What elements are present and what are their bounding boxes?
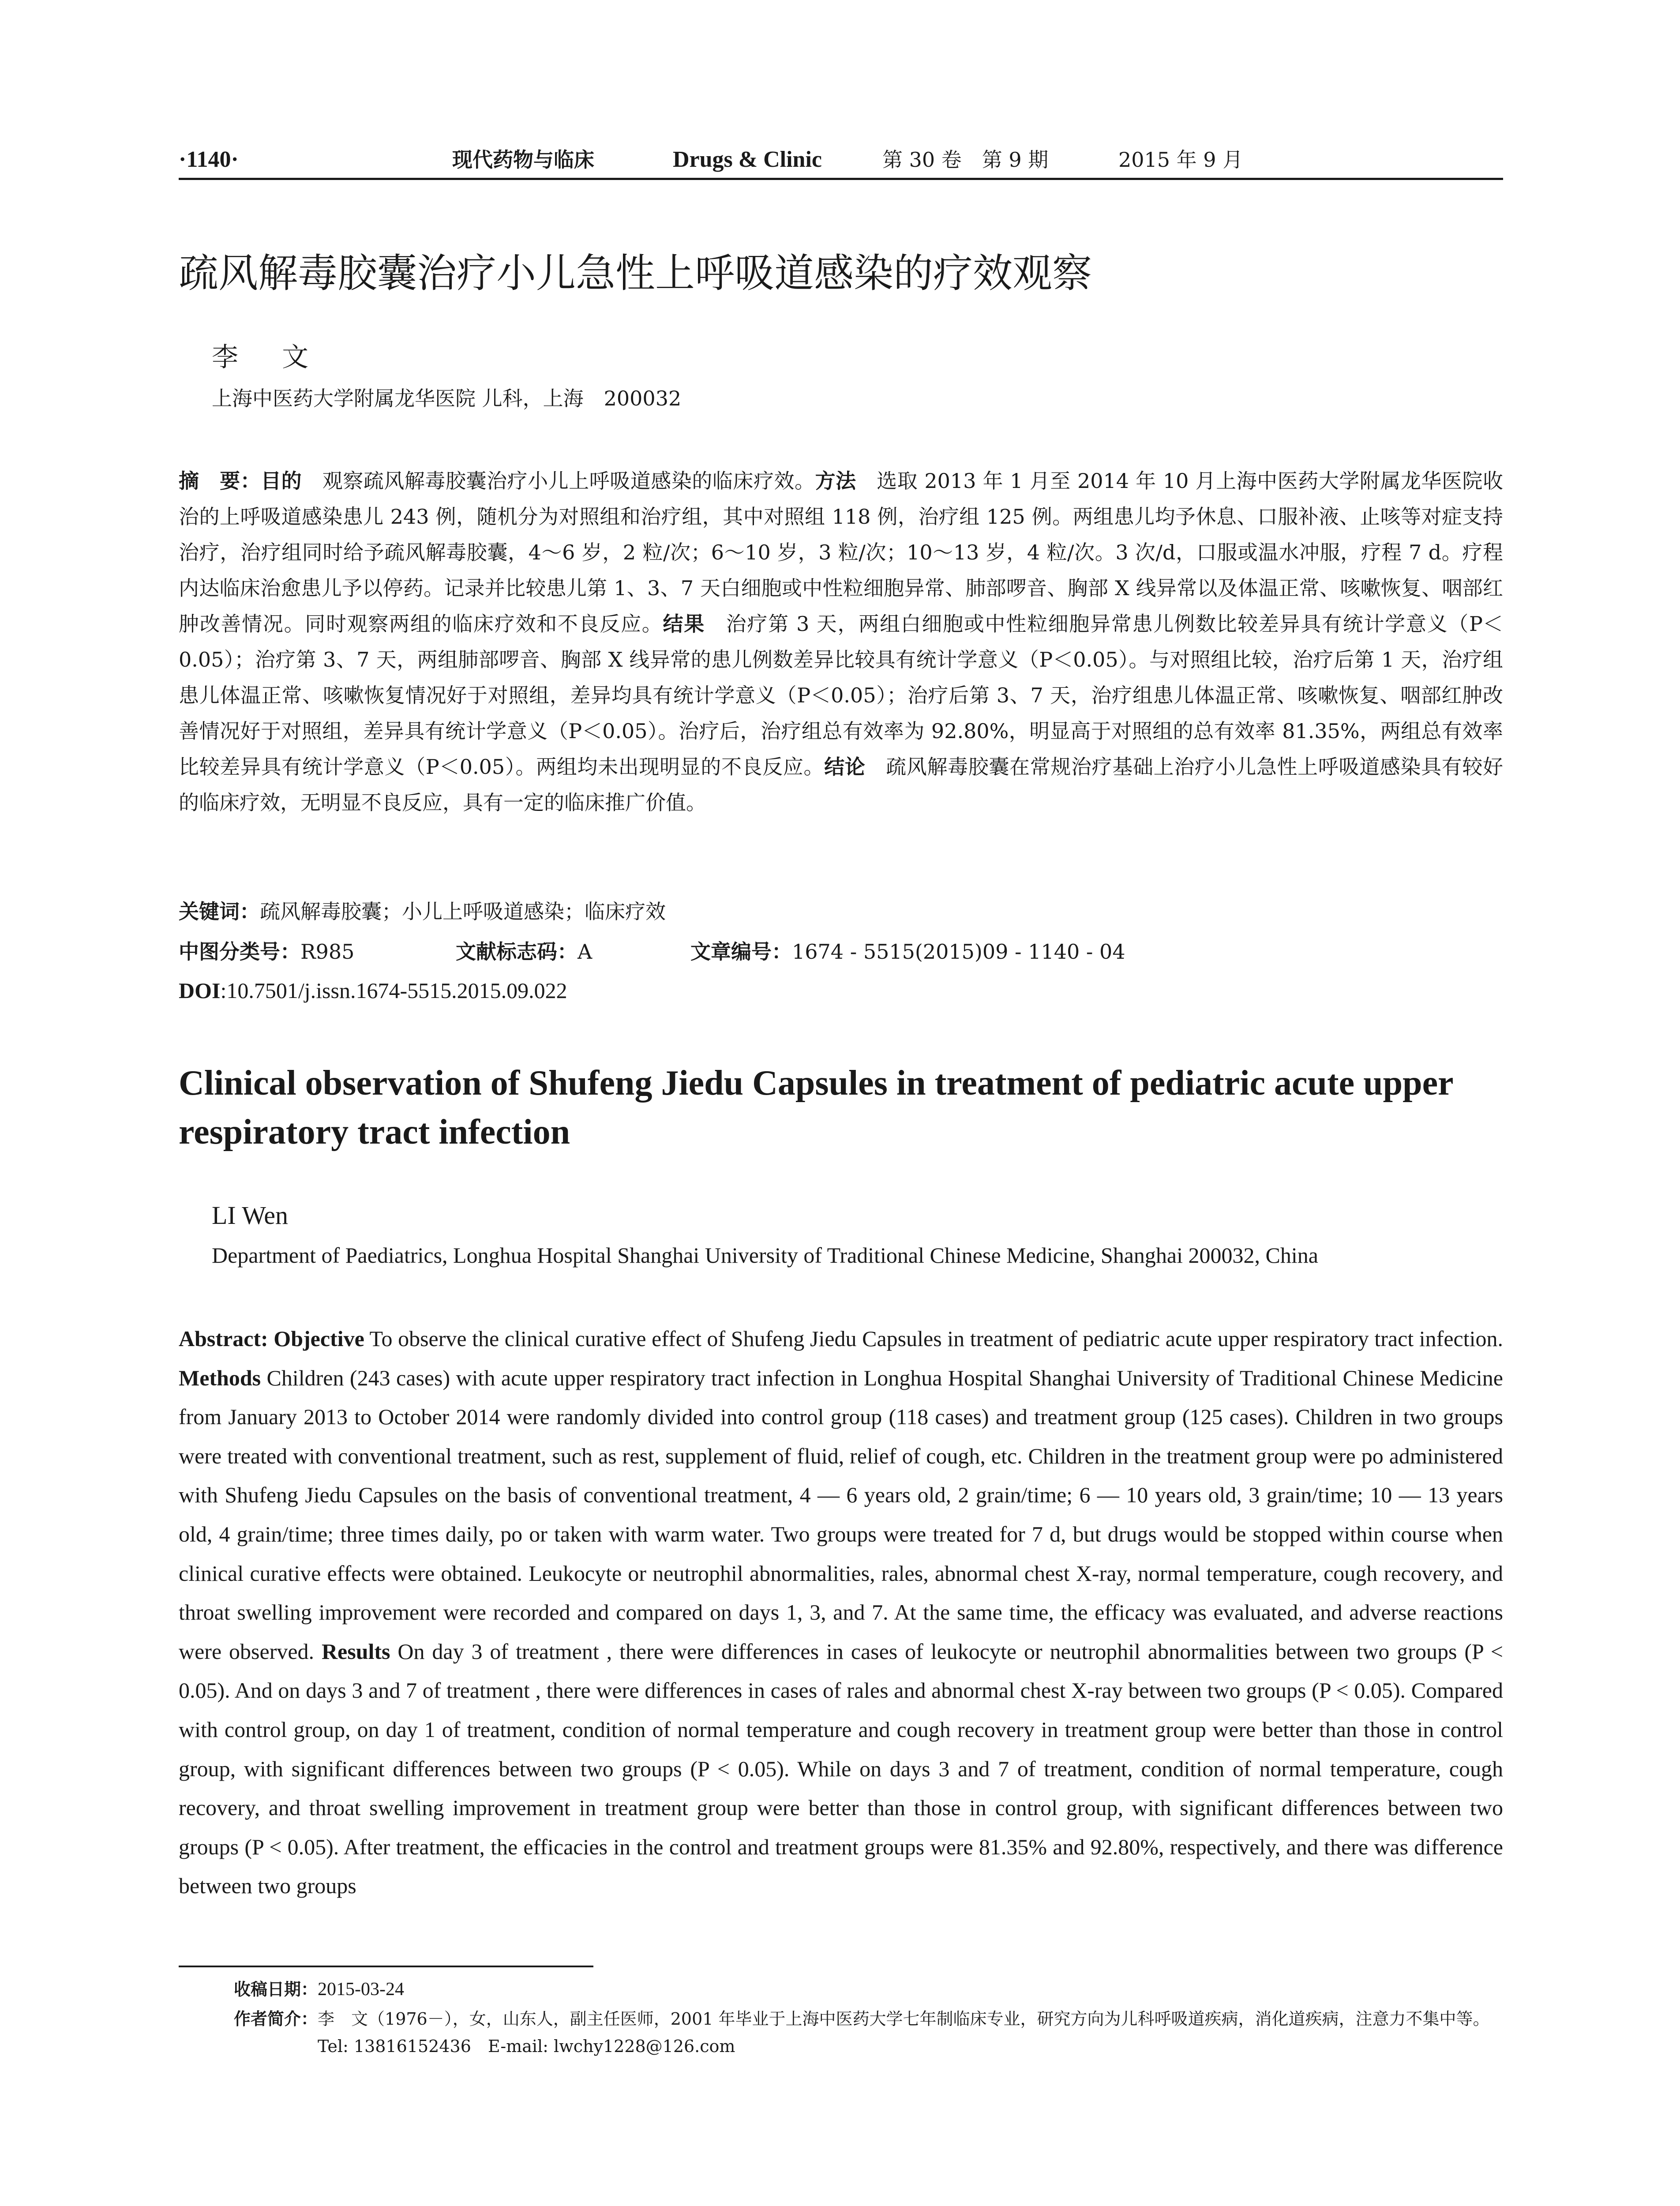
objective-text-cn: 观察疏风解毒胶囊治疗小儿上呼吸道感染的临床疗效。 — [302, 469, 815, 493]
doccode-label: 文献标志码： — [456, 940, 578, 964]
methods-text-cn: 选取 2013 年 1 月至 2014 年 10 月上海中医药大学附属龙华医院收治的上呼吸道感染患儿 243 例，随机分为对照组和治疗组，其中对照组 118 例，治疗组 125 例。两组患儿均予休息、口服补液、止咳等对症支持治疗，治疗组同时给予疏风解毒胶囊，4～6 岁，2 粒/次；6～10 岁，3 粒/次；10～13 岁，4 粒/次。3 次/d，口服或温水冲服，疗程 7 d。疗程内达临床治愈患儿予以停药。记录并比较患儿第 1、3、7 天白细胞或中性粒细胞异常、肺部啰音、胸部 X 线异常以及体温正常、咳嗽恢复、咽部红肿改善情况。同时观察两组的临床疗效和不良反应。 — [179, 469, 1504, 636]
author-bio: 李 文（1976－），女，山东人，副主任医师，2001 年毕业于上海中医药大学七年制临床专业，研究方向为儿科呼吸道疾病，消化道疾病，注意力不集中等。Tel: 13816152436 E-mail: lwchy1228@126.com — [318, 2009, 1490, 2056]
objective-text-en: To observe the clinical curative effect of Shufeng Jiedu Capsules in treatment of pediatric acute upper respiratory tract infection. — [364, 1326, 1503, 1351]
doccode-group — [456, 936, 592, 967]
results-text-en: On day 3 of treatment , there were differences in cases of leukocyte or neutrophil abnormalities between two groups (P < 0.05). And on days 3 and 7 of treatment , there were differences in cases of rales and abnormal chest X-ray between two groups (P < 0.05). Compared with control group, on day 1 of treatment, condition of normal temperature and cough recovery in treatment group were better than those in control group, with significant differences between two groups (P < 0.05). While on days 3 and 7 of treatment, condition of normal temperature, cough recovery, and throat swelling improvement in treatment group were better than those in control group, with significant differences between two groups (P < 0.05). After treatment, the efficacies in the control and treatment groups were 81.35% and 92.80%, respectively, and there was difference between two groups — [179, 1639, 1504, 1898]
objective-label-cn: 目的 — [261, 469, 302, 493]
header-rule — [179, 178, 1503, 180]
conclusion-text-cn: 疏风解毒胶囊在常规治疗基础上治疗小儿急性上呼吸道感染具有较好的临床疗效，无明显不良反应，具有一定的临床推广价值。 — [179, 755, 1504, 814]
bio-label: 作者简介： — [234, 2009, 318, 2029]
clc-label: 中图分类号： — [179, 940, 300, 964]
abstract-label-cn: 摘 要： — [179, 469, 261, 493]
affiliation-cn: 上海中医药大学附属龙华医院 儿科，上海 200032 — [212, 386, 682, 410]
author-en: LI Wen — [212, 1201, 289, 1230]
affiliation-en: Department of Paediatrics, Longhua Hospital Shanghai University of Traditional Chinese Medicine, Shanghai 200032, China — [212, 1243, 1318, 1268]
doi-label: DOI — [179, 978, 221, 1003]
doi: :10.7501/j.issn.1674-5515.2015.09.022 — [220, 978, 567, 1003]
received-label: 收稿日期： — [234, 1980, 318, 1999]
journal-name-cn: 现代药物与临床 — [452, 148, 594, 172]
received-date-note — [234, 1976, 1503, 2003]
abstract-en — [179, 1319, 1503, 1906]
results-label-en: Results — [321, 1639, 390, 1664]
running-header — [179, 142, 1503, 177]
articleno-group — [690, 936, 1125, 967]
doccode: A — [578, 940, 592, 964]
doi-line — [179, 975, 567, 1006]
issue-date: 2015 年 9 月 — [1118, 148, 1243, 172]
clc-group — [179, 936, 354, 967]
keywords: 疏风解毒胶囊；小儿上呼吸道感染；临床疗效 — [260, 900, 666, 923]
abstract-cn — [179, 463, 1503, 821]
articleno-label: 文章编号： — [690, 940, 792, 964]
results-text-cn: 治疗第 3 天，两组白细胞或中性粒细胞异常患儿例数比较差异具有统计学意义（P＜0.05）；治疗第 3、7 天，两组肺部啰音、胸部 X 线异常的患儿例数差异比较具有统计学意义（P＜0.05）。与对照组比较，治疗后第 1 天，治疗组患儿体温正常、咳嗽恢复情况好于对照组，差异均具有统计学意义（P＜0.05）；治疗后第 3、7 天，治疗组患儿体温正常、咳嗽恢复、咽部红肿改善情况好于对照组，差异具有统计学意义（P＜0.05）。治疗后，治疗组总有效率为 92.80%，明显高于对照组的总有效率 81.35%，两组总有效率比较差异具有统计学意义（P＜0.05）。两组均未出现明显的不良反应。 — [179, 612, 1504, 779]
author-bio-note — [234, 2005, 1503, 2060]
abstract-label-en: Abstract: — [179, 1326, 268, 1351]
journal-name-en: Drugs & Clinic — [673, 147, 822, 172]
page-number: ·1140· — [179, 147, 239, 172]
received-date: 2015-03-24 — [318, 1979, 404, 2000]
results-label-cn: 结果 — [663, 612, 705, 636]
clc-number: R985 — [300, 940, 355, 964]
volume-issue: 第 30 卷 第 9 期 — [882, 148, 1049, 172]
methods-text-en: Children (243 cases) with acute upper respiratory tract infection in Longhua Hospital Shanghai University of Traditional Chinese Medicine from January 2013 to October 2014 were randomly divided into control group (118 cases) and treatment group (125 cases). Children in two groups were treated with conventional treatment, such as rest, supplement of fluid, relief of cough, etc. Children in the treatment group were po administered with Shufeng Jiedu Capsules on the basis of conventional treatment, 4 — 6 years old, 2 grain/time; 6 — 10 years old, 3 grain/time; 10 — 13 years old, 4 grain/time; three times daily, po or taken with warm water. Two groups were treated for 7 d, but drugs would be stopped within course when clinical curative effects were obtained. Leukocyte or neutrophil abnormalities, rales, abnormal chest X-ray, normal temperature, cough recovery, and throat swelling improvement were recorded and compared on days 1, 3, and 7. At the same time, the efficacy was evaluated, and adverse reactions were observed. — [179, 1365, 1503, 1664]
article-title-en: Clinical observation of Shufeng Jiedu Capsules in treatment of pediatric acute upper respiratory tract infection — [179, 1064, 1453, 1152]
footnote-rule — [179, 1966, 593, 1967]
keywords-label: 关键词： — [179, 900, 260, 923]
keywords-line — [179, 896, 666, 927]
author-cn: 李 文 — [212, 342, 326, 373]
article-number: 1674 - 5515(2015)09 - 1140 - 04 — [792, 940, 1125, 964]
methods-label-cn: 方法 — [815, 469, 856, 493]
methods-label-en: Methods — [179, 1365, 261, 1390]
article-title-cn: 疏风解毒胶囊治疗小儿急性上呼吸道感染的疗效观察 — [179, 250, 1092, 296]
conclusion-label-cn: 结论 — [824, 755, 866, 779]
objective-label-en: Objective — [274, 1326, 364, 1351]
